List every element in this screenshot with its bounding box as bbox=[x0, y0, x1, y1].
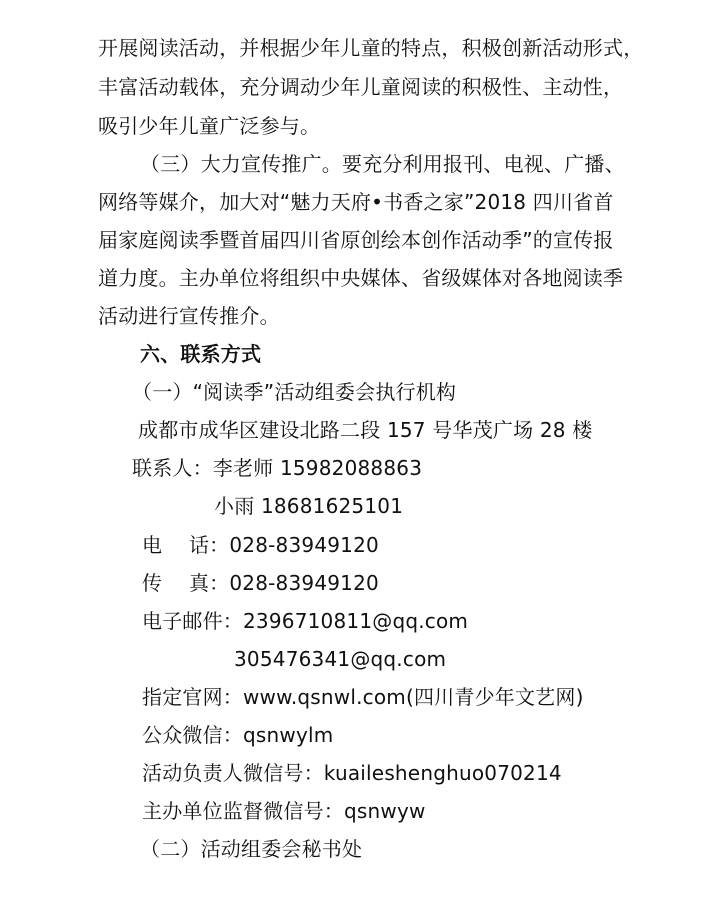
email-2: 305476341@qq.com bbox=[234, 647, 447, 671]
phone: 电 话：028-83949120 bbox=[142, 533, 379, 557]
publicity-paragraph-line: 届家庭阅读季暨首届四川省原创绘本创作活动季”的宣传报 bbox=[98, 228, 614, 252]
email-1: 电子邮件：2396710811@qq.com bbox=[142, 609, 469, 633]
section-heading: 六、联系方式 bbox=[140, 342, 262, 366]
contact-person-1: 联系人：李老师 15982088863 bbox=[132, 456, 423, 480]
publicity-paragraph-line: 活动进行宣传推介。 bbox=[98, 304, 280, 328]
fax: 传 真：028-83949120 bbox=[142, 571, 379, 595]
paragraph-line: 开展阅读活动，并根据少年儿童的特点，积极创新活动形式， bbox=[98, 36, 644, 60]
publicity-paragraph-line: （三）大力宣传推广。要充分利用报刊、电视、广播、 bbox=[140, 152, 625, 176]
address: 成都市成华区建设北路二段 157 号华茂广场 28 楼 bbox=[138, 418, 593, 442]
publicity-paragraph-line: 网络等媒介，加大对“魅力天府•书香之家”2018 四川省首 bbox=[98, 190, 614, 214]
paragraph-line: 吸引少年儿童广泛参与。 bbox=[98, 114, 321, 138]
website: 指定官网：www.qsnwl.com(四川青少年文艺网) bbox=[142, 685, 584, 709]
contact-subheading-1: （一）“阅读季”活动组委会执行机构 bbox=[132, 380, 457, 404]
wechat-public: 公众微信：qsnwylm bbox=[142, 723, 334, 747]
paragraph-line: 丰富活动载体，充分调动少年儿童阅读的积极性、主动性， bbox=[98, 75, 624, 99]
contact-subheading-2: （二）活动组委会秘书处 bbox=[140, 837, 363, 861]
publicity-paragraph-line: 道力度。主办单位将组织中央媒体、省级媒体对各地阅读季 bbox=[98, 266, 624, 290]
wechat-leader: 活动负责人微信号：kuaileshenghuo070214 bbox=[142, 761, 562, 785]
contact-person-2: 小雨 18681625101 bbox=[214, 494, 404, 518]
wechat-supervisor: 主办单位监督微信号：qsnwyw bbox=[142, 799, 426, 823]
